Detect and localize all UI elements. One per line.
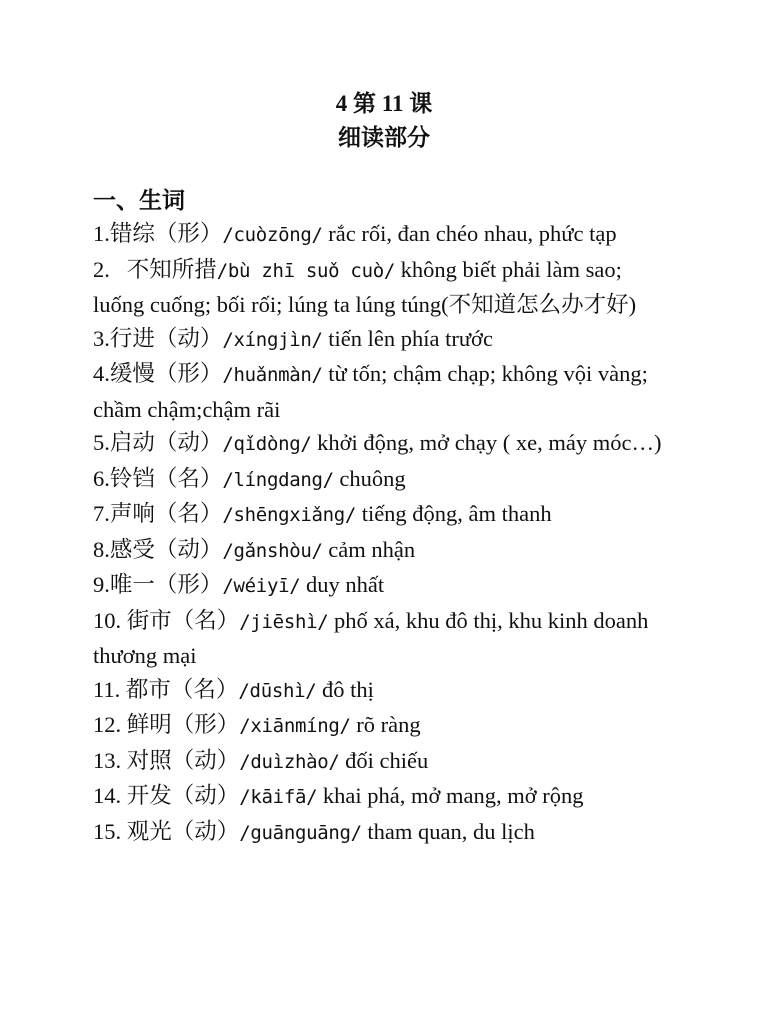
vocab-pinyin: /qǐdòng/ [222, 433, 312, 455]
vocab-meaning: cảm nhận [322, 536, 416, 562]
vocab-meaning: rõ ràng [350, 712, 421, 737]
vocab-word: 4.缓慢（形） [93, 361, 223, 386]
vocab-item-13 [93, 744, 678, 780]
vocab-word: 7.声响（名） [93, 501, 223, 526]
vocab-word: 11. 都市（名） [93, 676, 239, 702]
vocab-item-4 [93, 357, 678, 426]
vocab-meaning: đô thị [316, 676, 374, 702]
vocab-pinyin: /cuòzōng/ [222, 224, 323, 246]
vocab-pinyin: /guānguāng/ [239, 821, 362, 844]
vocab-pinyin: /jiēshì/ [239, 610, 329, 633]
vocab-pinyin: /gǎnshòu/ [222, 539, 323, 562]
section-subtitle: 细读部分 [338, 125, 430, 150]
vocab-pinyin: /xíngjìn/ [222, 328, 323, 351]
vocab-pinyin: /duìzhào/ [239, 750, 340, 773]
vocab-item-2 [93, 253, 678, 322]
vocab-meaning: tiến lên phía trước [322, 325, 493, 351]
lesson-title: 4 第 11 课 [335, 91, 433, 116]
vocab-pinyin: /huǎnmàn/ [222, 364, 323, 386]
vocab-pinyin: /shēngxiǎng/ [222, 504, 357, 526]
vocab-item-15 [93, 815, 678, 851]
vocab-meaning: khởi động, mở chạy ( xe, máy móc…) [311, 430, 662, 455]
vocab-item-9 [93, 568, 678, 604]
vocab-word: 5.启动（动） [93, 430, 223, 455]
vocab-item-6 [93, 462, 678, 498]
vocab-pinyin: /kāifā/ [239, 786, 318, 808]
vocab-meaning: duy nhất [300, 572, 385, 597]
vocabulary-heading: 一、生词 [93, 188, 185, 213]
vocab-word: 12. 鲜明（形） [93, 712, 240, 737]
vocab-word: 8.感受（动） [93, 536, 223, 562]
vocab-meaning: đối chiếu [339, 747, 429, 773]
vocab-meaning: không biết phải làm sao; luống cuống; bối rối; lúng ta lúng túng(不知道怎么办才好) [93, 256, 637, 317]
vocab-pinyin: /bù zhī suǒ cuò/ [216, 259, 395, 282]
vocab-pinyin: /xiānmíng/ [239, 715, 351, 737]
vocab-meaning: khai phá, mở mang, mở rộng [317, 783, 584, 808]
vocabulary-list [93, 217, 678, 850]
vocab-item-11 [93, 673, 678, 709]
vocab-pinyin: /dūshì/ [238, 679, 317, 702]
vocab-meaning: chuông [333, 465, 406, 491]
vocab-meaning: rắc rối, đan chéo nhau, phức tạp [322, 221, 617, 246]
vocab-item-14 [93, 779, 678, 815]
vocab-word: 6.铃铛（名） [93, 465, 223, 491]
vocab-word: 2. 不知所措 [93, 256, 217, 282]
vocab-word: 13. 对照（动） [93, 747, 240, 773]
vocab-meaning: phố xá, khu đô thị, khu kinh doanh thương mại [93, 607, 649, 668]
vocab-pinyin: /wéiyī/ [222, 575, 301, 597]
vocab-word: 10. 街市（名） [93, 607, 240, 633]
vocab-pinyin: /língdang/ [222, 468, 334, 491]
vocab-item-3 [93, 322, 678, 358]
vocab-meaning: tham quan, du lịch [361, 818, 535, 844]
vocab-item-5 [93, 426, 678, 462]
vocab-item-1 [93, 217, 678, 253]
vocab-meaning: tiếng động, âm thanh [356, 501, 552, 526]
vocab-item-10 [93, 604, 678, 673]
vocab-word: 15. 观光（动） [93, 818, 240, 844]
vocab-item-8 [93, 533, 678, 569]
vocab-word: 14. 开发（动） [93, 783, 240, 808]
vocab-word: 9.唯一（形） [93, 572, 223, 597]
vocab-item-7 [93, 497, 678, 533]
vocab-word: 1.错综（形） [93, 221, 223, 246]
vocab-word: 3.行进（动） [93, 325, 223, 351]
vocab-item-12 [93, 708, 678, 744]
vocab-meaning: từ tốn; chậm chạp; không vội vàng; chầm chậm;chậm rãi [93, 361, 648, 422]
